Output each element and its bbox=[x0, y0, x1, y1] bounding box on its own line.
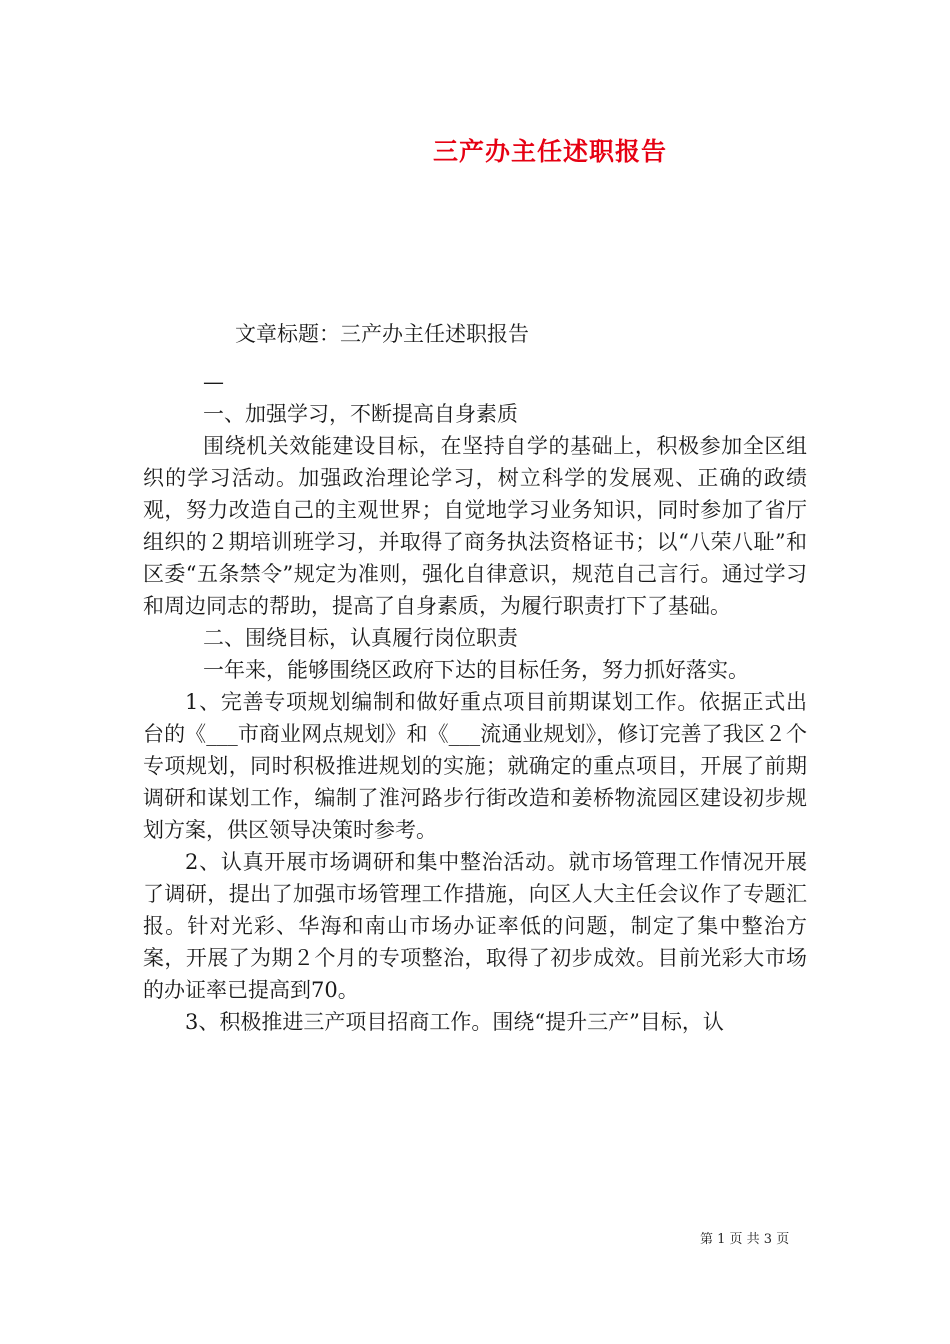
separator-dash: — bbox=[203, 370, 224, 394]
item-1-paragraph: 1、完善专项规划编制和做好重点项目前期谋划工作。依据正式出台的《___市商业网点规划》和《___流通业规划》，修订完善了我区２个专项规划，同时积极推进规划的实施；就确定的重点项目，开展了前期调研和谋划工作，编制了淮河路步行街改造和姜桥物流园区建设初步规划方案，供区领导决策时参考。 bbox=[143, 690, 807, 842]
section-2-heading: 二、围绕目标，认真履行岗位职责 bbox=[203, 626, 518, 650]
document-title: 三产办主任述职报告 bbox=[432, 137, 667, 166]
section-1-paragraph: 围绕机关效能建设目标，在坚持自学的基础上，积极参加全区组织的学习活动。加强政治理论学习，树立科学的发展观、正确的政绩观，努力改造自己的主观世界；自觉地学习业务知识，同时参加了省厅组织的２期培训班学习，并取得了商务执法资格证书；以“八荣八耻”和区委“五条禁令”规定为准则，强化自律意识，规范自己言行。通过学习和周边同志的帮助，提高了自身素质，为履行职责打下了基础。 bbox=[143, 434, 807, 618]
section-1-heading: 一、加强学习，不断提高自身素质 bbox=[203, 402, 518, 426]
section-2-intro: 一年来，能够围绕区政府下达的目标任务，努力抓好落实。 bbox=[203, 658, 749, 682]
document-body bbox=[143, 318, 807, 1038]
page-number-footer: 第 1 页 共 3 页 bbox=[700, 1232, 790, 1247]
item-3-paragraph: 3、积极推进三产项目招商工作。围绕“提升三产”目标，认 bbox=[185, 1010, 724, 1034]
article-heading: 文章标题：三产办主任述职报告 bbox=[235, 322, 529, 346]
item-2-paragraph: 2、认真开展市场调研和集中整治活动。就市场管理工作情况开展了调研，提出了加强市场管理工作措施，向区人大主任会议作了专题汇报。针对光彩、华海和南山市场办证率低的问题，制定了集中整治方案，开展了为期２个月的专项整治，取得了初步成效。目前光彩大市场的办证率已提高到70。 bbox=[143, 850, 807, 1002]
